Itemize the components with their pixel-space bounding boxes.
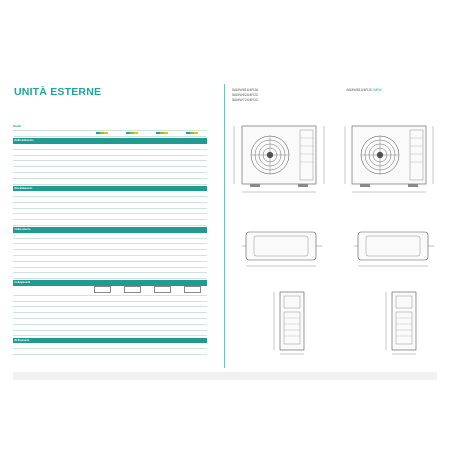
- energy-class-badge: [194, 132, 198, 134]
- model-list-right: [346, 88, 382, 93]
- unit-side-outline: [392, 292, 416, 350]
- spec-row: [13, 273, 207, 279]
- model-code: 5AMW72U4RJC: [232, 98, 259, 102]
- spec-sections: [13, 138, 207, 354]
- energy-class-badge: [126, 132, 130, 134]
- energy-class-badge: [186, 132, 190, 134]
- pipe-connection-diagram: [94, 286, 111, 293]
- foot: [298, 184, 308, 187]
- model-code: 5AMW81U4RJA: [232, 88, 259, 92]
- section-header: Collegamenti: [13, 280, 207, 286]
- energy-class-badge: [134, 132, 138, 134]
- energy-class-badge: [160, 132, 164, 134]
- new-badge: NEW: [373, 88, 382, 92]
- outdoor-unit-top-drawing-left: [240, 228, 326, 274]
- outdoor-unit-top-drawing-right: [352, 228, 438, 274]
- section-header: Raffreddamento: [13, 138, 207, 144]
- energy-class-badge: [96, 132, 100, 134]
- spec-row: [13, 349, 207, 355]
- outdoor-unit-front-drawing-left: [228, 118, 338, 198]
- outdoor-unit-side-drawing-right: [382, 288, 426, 358]
- energy-class-badge: [190, 132, 194, 134]
- pipe-connection-row: [13, 286, 207, 296]
- spec-row: [13, 179, 207, 185]
- spec-row: [13, 331, 207, 337]
- spec-table: [13, 125, 207, 355]
- outdoor-unit-side-drawing-left: [270, 288, 314, 358]
- energy-class-badge: [130, 132, 134, 134]
- pipe-connection-diagram: [184, 286, 201, 293]
- model-code: 5AMW62U4RJC: [232, 93, 259, 97]
- pipe-connection-diagram: [124, 286, 141, 293]
- pipe-connection-diagram: [154, 286, 171, 293]
- section-header: Unità esterna: [13, 227, 207, 233]
- energy-class-row: [13, 131, 207, 138]
- foot: [250, 184, 260, 187]
- models-label: Modelli: [13, 126, 21, 128]
- energy-badges: [117, 131, 147, 136]
- footnotes: [13, 372, 437, 380]
- page-title: UNITÀ ESTERNE: [14, 86, 102, 98]
- section-header: Refrigerante: [13, 338, 207, 344]
- unit-side-outline: [280, 292, 304, 350]
- energy-badges: [147, 131, 177, 136]
- spec-row: [13, 220, 207, 226]
- column-divider: [224, 84, 225, 368]
- outdoor-unit-front-drawing-right: [340, 118, 440, 198]
- energy-class-badge: [156, 132, 160, 134]
- foot: [360, 184, 370, 187]
- footnote: [13, 379, 437, 380]
- energy-badges: [87, 131, 117, 136]
- model-code: 4AMW81U4RJC: [346, 88, 373, 92]
- section-header: Riscaldamento: [13, 186, 207, 192]
- energy-badges: [177, 131, 207, 136]
- model-list-left: [232, 88, 258, 103]
- energy-class-badge: [100, 132, 104, 134]
- foot: [408, 184, 418, 187]
- energy-class-badge: [164, 132, 168, 134]
- energy-class-badge: [104, 132, 108, 134]
